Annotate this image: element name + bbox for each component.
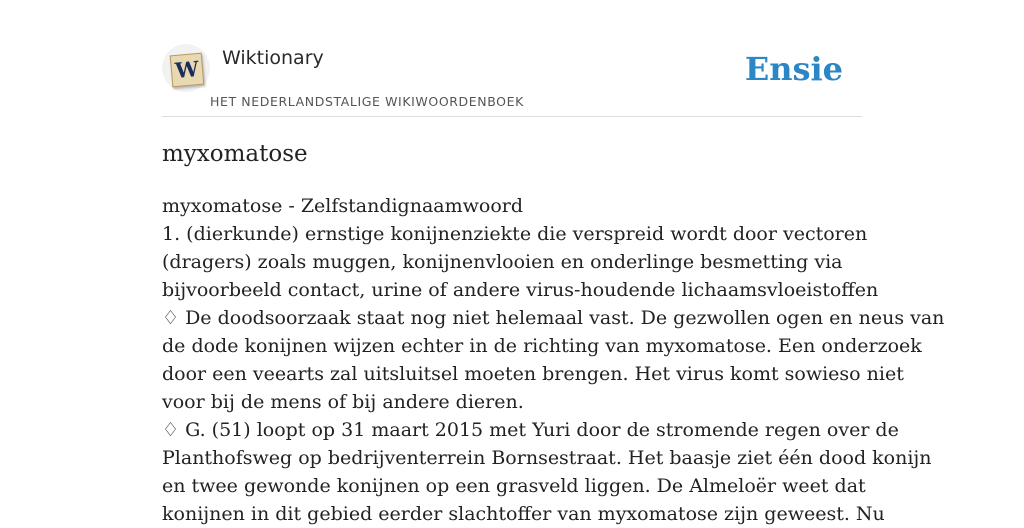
entry-line: voor bij de mens of bij andere dieren. bbox=[162, 391, 524, 413]
ensie-brand-link[interactable]: Ensie bbox=[744, 50, 843, 88]
site-header bbox=[162, 44, 862, 117]
logo-tile-icon: W bbox=[170, 53, 205, 88]
entry-body bbox=[162, 192, 945, 528]
site-tagline: HET NEDERLANDSTALIGE WIKIWOORDENBOEK bbox=[210, 94, 524, 109]
entry-line: 1. (dierkunde) ernstige konijnenziekte die verspreid wordt door vectoren bbox=[162, 223, 868, 245]
entry-line: Planthofsweg op bedrijventerrein Bornsestraat. Het baasje ziet één dood konijn bbox=[162, 447, 932, 469]
wiktionary-logo[interactable] bbox=[162, 44, 210, 92]
entry-line: bijvoorbeeld contact, urine of andere virus-houdende lichaamsvloeistoffen bbox=[162, 279, 879, 301]
entry-line: de dode konijnen wijzen echter in de richting van myxomatose. Een onderzoek bbox=[162, 335, 922, 357]
entry-line: myxomatose - Zelfstandignaamwoord bbox=[162, 195, 524, 217]
entry-content bbox=[162, 136, 945, 528]
entry-headword: myxomatose bbox=[162, 141, 308, 167]
entry-line: konijnen in dit gebied eerder slachtoffer van myxomatose zijn geweest. Nu bbox=[162, 503, 885, 525]
site-name[interactable]: Wiktionary bbox=[222, 47, 324, 69]
entry-line: ♢ G. (51) loopt op 31 maart 2015 met Yuri door de stromende regen over de bbox=[162, 419, 899, 441]
entry-line: door een veearts zal uitsluitsel moeten brengen. Het virus komt sowieso niet bbox=[162, 363, 904, 385]
entry-line: ♢ De doodsoorzaak staat nog niet helemaal vast. De gezwollen ogen en neus van bbox=[162, 307, 945, 329]
entry-line: (dragers) zoals muggen, konijnenvlooien en onderlinge besmetting via bbox=[162, 251, 843, 273]
entry-line: en twee gewonde konijnen op een grasveld liggen. De Almeloër weet dat bbox=[162, 475, 866, 497]
